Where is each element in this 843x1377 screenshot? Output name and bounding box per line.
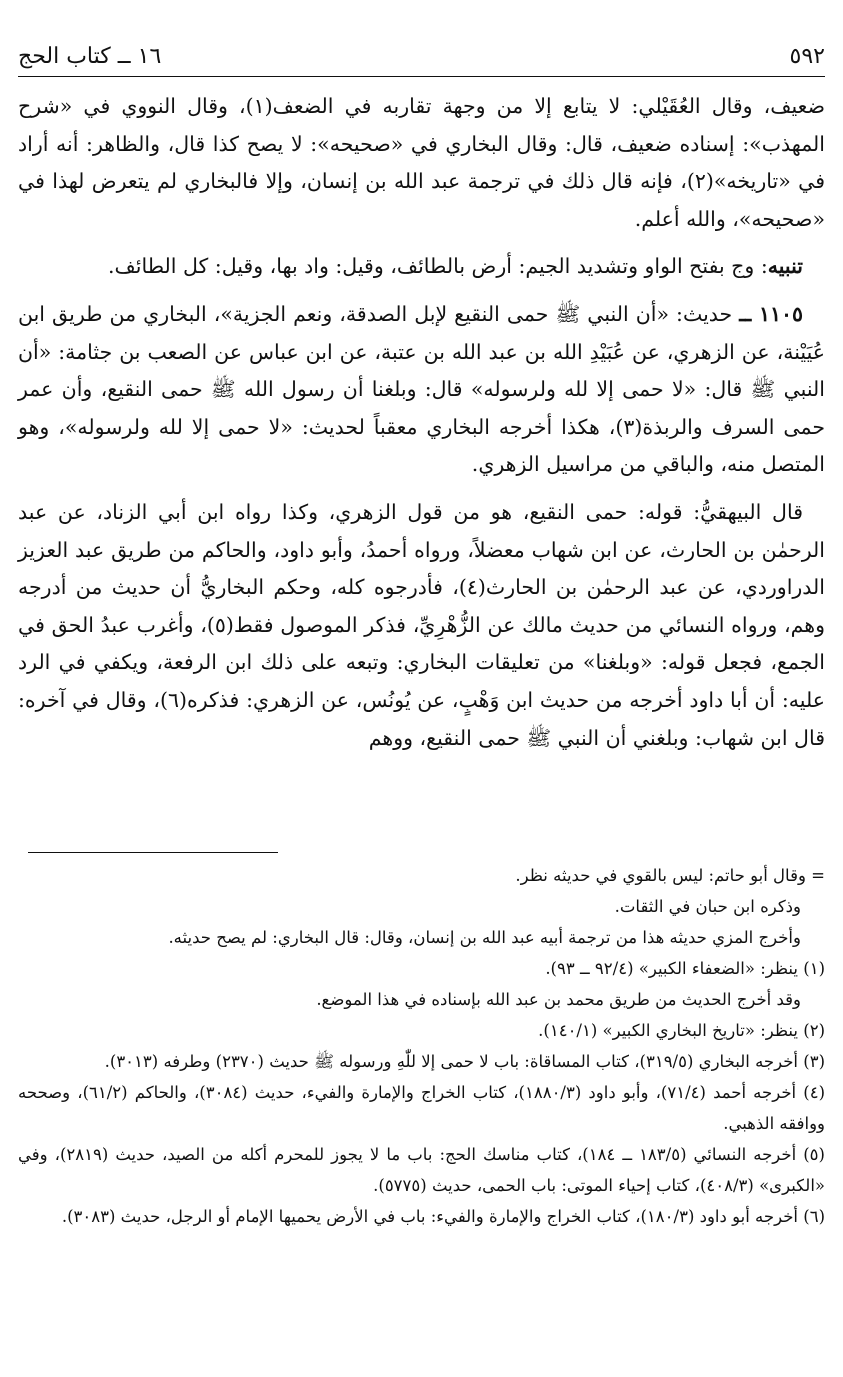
footnote-3: (٣) أخرجه البخاري (٣١٩/٥)، كتاب المساقاة: باب لا حمى إلا للّٰهِ ورسوله ﷺ حديث (٢٣٧٠) وطرفه (٣٠١٣). <box>104 1052 825 1071</box>
page-number: ٥٩٢ <box>789 43 825 69</box>
paragraph-1: ضعيف، وقال العُقَيْلي: لا يتابع إلا من وجهة تقاربه في الضعف(١)، وقال النووي في «شرح المهذب»: إسناده ضعيف، قال: وقال البخاري في «صحيحه»: لا يصح كذا قال، والظاهر: أنه أراد في «تاريخه»(٢)، فإنه قال ذلك في ترجمة عبد الله بن إنسان، وإلا فالبخاري لم يتعرض لهذا في «صحيحه»، والله أعلم. <box>18 94 826 231</box>
footnote-5: (٥) أخرجه النسائي (١٨٣/٥ ــ ١٨٤)، كتاب مناسك الحج: باب ما لا يجوز للمحرم أكله من الصيد، حديث (٢٨١٩)، وفي «الكبرى» (٤٠٨/٣)، كتاب إحياء الموتى: باب الحمى، حديث (٥٧٧٥). <box>18 1145 825 1195</box>
footnote-rule <box>28 852 278 853</box>
footnote-continuation-2: وذكره ابن حبان في الثقات. <box>614 897 801 916</box>
header-rule <box>18 76 825 77</box>
footnote-6: (٦) أخرجه أبو داود (١٨٠/٣)، كتاب الخراج والإمارة والفيء: باب في الأرض يحميها الإمام أو الرجل، حديث (٣٠٨٣). <box>61 1207 825 1226</box>
footnote-1-extra: وقد أخرج الحديث من طريق محمد بن عبد الله بإسناده في هذا الموضع. <box>316 990 801 1009</box>
tanbih-label: تنبيه <box>767 254 803 279</box>
running-title: ١٦ ــ كتاب الحج <box>18 43 162 69</box>
paragraph-hadith-1105 <box>18 296 825 484</box>
main-text <box>18 88 825 767</box>
footnote-continuation-1: = وقال أبو حاتم: ليس بالقوي في حديثه نظر. <box>515 866 825 885</box>
footnote-1: (١) ينظر: «الضعفاء الكبير» (٩٢/٤ ــ ٩٣). <box>545 959 825 978</box>
paragraph-bayhaqi: قال البيهقيُّ: قوله: حمى النقيع، هو من قول الزهري، وكذا رواه ابن أبي الزناد، عن عبد الرحمٰن بن الحارث، عن ابن شهاب معضلاً، ورواه أحمدُ، وأبو داود، والحاكم من طريق عبد العزيز الدراوردي، عن عبد الرحمٰن بن الحارث(٤)، فأدرجوه كله، وحكم البخاريُّ أن حديث من أدرجه وهم، ورواه النسائي من حديث مالك عن الزُّهْرِيِّ، فذكر الموصول فقط(٥)، وأغرب عبدُ الحق في الجمع، فجعل قوله: «وبلغنا» من تعليقات البخاري: وتبعه على ذلك ابن الرفعة، ويكفي في الرد عليه: أن أبا داود أخرجه من حديث ابن وَهْبٍ، عن يُونُس، عن الزهري: فذكره(٦)، وقال في آخره: قال ابن شهاب: وبلغني أن النبي ﷺ حمى النقيع، ووهم <box>18 499 825 750</box>
paragraph-tanbih <box>18 248 825 286</box>
tanbih-text: : وج بفتح الواو وتشديد الجيم: أرض بالطائف، وقيل: واد بها، وقيل: كل الطائف. <box>108 254 768 279</box>
footnote-4: (٤) أخرجه أحمد (٧١/٤)، وأبو داود (١٨٨٠/٣)، كتاب الخراج والإمارة والفيء، حديث (٣٠٨٤)، والحاكم (٦١/٢)، وصححه ووافقه الذهبي. <box>18 1083 825 1133</box>
hadith-number: ١١٠٥ ــ <box>739 301 803 326</box>
footnote-continuation-3: وأخرج المزي حديثه هذا من ترجمة أبيه عبد الله بن إنسان، وقال: قال البخاري: لم يصح حديثه. <box>168 928 801 947</box>
footnote-2: (٢) ينظر: «تاريخ البخاري الكبير» (١٤٠/١). <box>538 1021 825 1040</box>
hadith-text: حديث: «أن النبي ﷺ حمى النقيع لإبل الصدقة، ونعم الجزية»، البخاري من طريق ابن عُيَيْنة، عن الزهري، عن عُبَيْدِ الله بن عبد الله بن عتبة، عن ابن عباس عن الصعب بن جثامة: «أن النبي ﷺ قال: «لا حمى إلا لله ولرسوله» قال: وبلغنا أن رسول الله ﷺ حمى النقيع، وأن عمر حمى السرف والربذة(٣)، هكذا أخرجه البخاري معقباً لحديث: «لا حمى إلا لله ولرسوله»، وهو المتصل منه، والباقي من مراسيل الزهري. <box>18 301 825 477</box>
footnotes <box>18 860 825 1232</box>
page-header <box>18 38 825 74</box>
